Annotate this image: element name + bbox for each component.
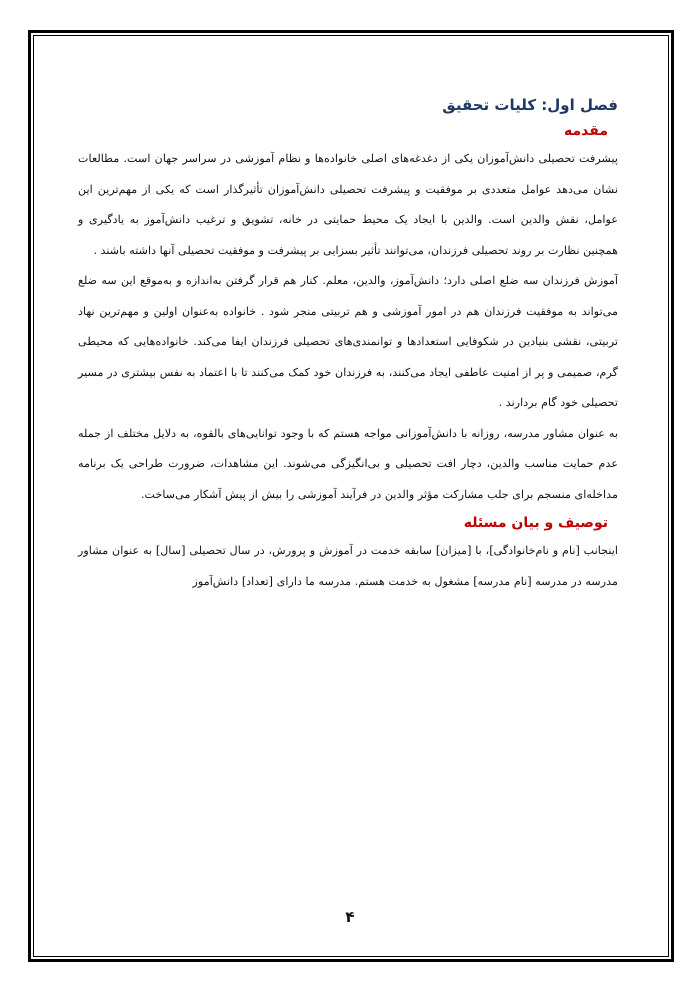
paragraph-2: آموزش فرزندان سه ضلع اصلی دارد؛ دانش‌آموز، والدین، معلم. کنار هم قرار گرفتن به‌اندازه و به‌موقع این سه ضلع می‌تواند به موفقیت فرزندان هم در امور آموزشی و هم تربیتی منجر شود . خانواده به‌عنوان اولین و مهم‌ترین نهاد تربیتی، نقشی بنیادین در شکوفایی استعدادها و توانمندی‌های تحصیلی فرزندان ایفا می‌کند. خانواده‌هایی که محیطی گرم، صمیمی و پر از امنیت عاطفی ایجاد می‌کنند، به فرزندان خود کمک می‌کنند تا با اعتماد به نفس بیشتری در مسیر تحصیلی خود گام بردارند . xyxy=(78,274,618,409)
paragraph-3: به عنوان مشاور مدرسه، روزانه با دانش‌آموزانی مواجه هستم که با وجود توانایی‌های بالقوه، به دلایل مختلف از جمله عدم حمایت مناسب والدین، دچار افت تحصیلی و بی‌انگیزگی می‌شوند. این مشاهدات، ضرورت طراحی یک برنامه مداخله‌ای منسجم برای جلب مشارکت مؤثر والدین در فرآیند آموزشی را بیش از پیش آشکار می‌ساخت. xyxy=(78,426,618,501)
problem-paragraph: اینجانب [نام و نام‌خانوادگی]، با [میزان] سابقه خدمت در آموزش و پرورش، در سال تحصیلی [سال] به عنوان مشاور مدرسه در مدرسه [نام مدرسه] مشغول به خدمت هستم. مدرسه ما دارای [تعداد] دانش‌آموز xyxy=(78,544,618,588)
page-content xyxy=(78,92,618,597)
introduction-heading: مقدمه xyxy=(564,123,608,139)
page-number: ۴ xyxy=(345,908,355,926)
chapter-title: فصل اول: کلیات تحقیق xyxy=(442,96,618,114)
paragraph-1: پیشرفت تحصیلی دانش‌آموزان یکی از دغدغه‌های اصلی خانواده‌ها و نظام آموزشی در سراسر جهان است. مطالعات نشان می‌دهد عوامل متعددی بر موفقیت و پیشرفت تحصیلی دانش‌آموزان تأثیرگذار است که یکی از مهم‌ترین این عوامل، نقش والدین است. والدین با ایجاد یک محیط حمایتی در خانه، تشویق و ترغیب دانش‌آموز به یادگیری و همچنین نظارت بر روند تحصیلی فرزندان، می‌توانند تأثیر بسزایی بر پیشرفت و موفقیت تحصیلی آنها داشته باشند . xyxy=(78,152,618,257)
problem-heading: توصیف و بیان مسئله xyxy=(463,515,608,531)
